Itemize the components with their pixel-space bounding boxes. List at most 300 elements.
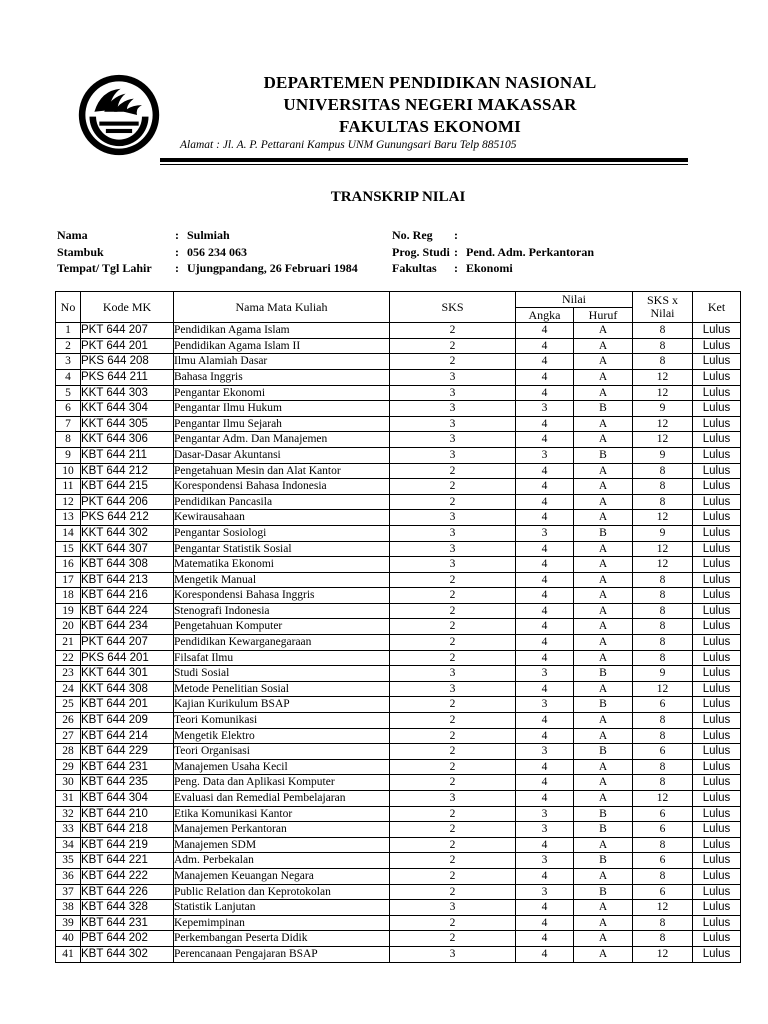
col-huruf-header: Huruf <box>574 307 633 323</box>
status-value: Lulus <box>693 791 741 807</box>
table-row <box>56 369 741 385</box>
course-code: PKS 644 208 <box>81 354 174 370</box>
row-no: 11 <box>56 479 81 495</box>
course-code: PKS 644 211 <box>81 369 174 385</box>
course-name: Pengantar Ekonomi <box>174 385 390 401</box>
grade-number: 4 <box>516 338 574 354</box>
sks-times-grade: 8 <box>633 713 693 729</box>
sks-value: 2 <box>390 931 516 947</box>
sks-times-grade: 9 <box>633 401 693 417</box>
table-row <box>56 494 741 510</box>
grade-number: 3 <box>516 744 574 760</box>
course-name: Teori Organisasi <box>174 744 390 760</box>
course-code: KBT 644 224 <box>81 603 174 619</box>
course-code: PKT 644 206 <box>81 494 174 510</box>
course-code: KBT 644 235 <box>81 775 174 791</box>
grade-number: 3 <box>516 401 574 417</box>
status-value: Lulus <box>693 603 741 619</box>
row-no: 24 <box>56 681 81 697</box>
row-no: 39 <box>56 915 81 931</box>
grade-number: 4 <box>516 713 574 729</box>
row-no: 18 <box>56 588 81 604</box>
row-no: 13 <box>56 510 81 526</box>
grade-number: 4 <box>516 541 574 557</box>
status-value: Lulus <box>693 822 741 838</box>
sks-times-grade: 12 <box>633 510 693 526</box>
header-rule-thin <box>160 164 688 165</box>
row-no: 37 <box>56 884 81 900</box>
course-code: KKT 644 307 <box>81 541 174 557</box>
sks-value: 2 <box>390 338 516 354</box>
table-row <box>56 791 741 807</box>
grade-number: 4 <box>516 946 574 962</box>
info-row-ttl <box>57 260 358 277</box>
course-code: KKT 644 301 <box>81 666 174 682</box>
course-name: Perkembangan Peserta Didik <box>174 931 390 947</box>
row-no: 30 <box>56 775 81 791</box>
table-row <box>56 681 741 697</box>
grade-number: 4 <box>516 354 574 370</box>
nama-label: Nama <box>57 228 88 242</box>
table-row <box>56 728 741 744</box>
table-row <box>56 650 741 666</box>
sks-times-grade: 6 <box>633 697 693 713</box>
table-row <box>56 510 741 526</box>
course-code: KBT 644 222 <box>81 868 174 884</box>
grade-number: 4 <box>516 603 574 619</box>
sks-value: 3 <box>390 525 516 541</box>
course-name: Pengantar Ilmu Hukum <box>174 401 390 417</box>
grade-letter: A <box>574 868 633 884</box>
status-value: Lulus <box>693 681 741 697</box>
course-code: KBT 644 302 <box>81 946 174 962</box>
grade-letter: B <box>574 822 633 838</box>
sks-value: 2 <box>390 868 516 884</box>
grade-number: 4 <box>516 463 574 479</box>
course-name: Bahasa Inggris <box>174 369 390 385</box>
prodi-value: Pend. Adm. Perkantoran <box>466 244 595 259</box>
row-no: 31 <box>56 791 81 807</box>
course-code: KKT 644 302 <box>81 525 174 541</box>
course-name: Korespondensi Bahasa Indonesia <box>174 479 390 495</box>
course-name: Teori Komunikasi <box>174 713 390 729</box>
status-value: Lulus <box>693 666 741 682</box>
status-value: Lulus <box>693 385 741 401</box>
grade-number: 4 <box>516 931 574 947</box>
course-code: KKT 644 306 <box>81 432 174 448</box>
sks-times-grade: 8 <box>633 588 693 604</box>
grade-number: 4 <box>516 572 574 588</box>
grade-letter: B <box>574 401 633 417</box>
row-no: 2 <box>56 338 81 354</box>
grade-number: 4 <box>516 759 574 775</box>
sks-times-grade: 12 <box>633 369 693 385</box>
sks-times-grade: 6 <box>633 822 693 838</box>
grade-number: 4 <box>516 900 574 916</box>
col-nama-header: Nama Mata Kuliah <box>174 292 390 323</box>
sks-value: 2 <box>390 915 516 931</box>
row-no: 1 <box>56 323 81 339</box>
row-no: 23 <box>56 666 81 682</box>
course-name: Public Relation dan Keprotokolan <box>174 884 390 900</box>
sks-value: 3 <box>390 557 516 573</box>
prodi-label: Prog. Studi <box>392 244 450 259</box>
sks-value: 2 <box>390 572 516 588</box>
status-value: Lulus <box>693 463 741 479</box>
table-row <box>56 557 741 573</box>
status-value: Lulus <box>693 354 741 370</box>
row-no: 36 <box>56 868 81 884</box>
col-no-header: No <box>56 292 81 323</box>
course-code: KBT 644 214 <box>81 728 174 744</box>
grade-number: 4 <box>516 369 574 385</box>
sks-times-grade: 6 <box>633 806 693 822</box>
table-row <box>56 868 741 884</box>
grade-letter: B <box>574 447 633 463</box>
row-no: 21 <box>56 635 81 651</box>
status-value: Lulus <box>693 619 741 635</box>
grade-number: 3 <box>516 666 574 682</box>
colon: : <box>454 244 458 259</box>
grade-letter: B <box>574 525 633 541</box>
grade-letter: A <box>574 635 633 651</box>
ttl-label: Tempat/ Tgl Lahir <box>57 261 152 275</box>
sks-times-grade: 12 <box>633 900 693 916</box>
row-no: 34 <box>56 837 81 853</box>
colon: : <box>175 261 179 275</box>
sks-value: 2 <box>390 650 516 666</box>
course-name: Perencanaan Pengajaran BSAP <box>174 946 390 962</box>
status-value: Lulus <box>693 479 741 495</box>
course-code: PKT 644 207 <box>81 323 174 339</box>
status-value: Lulus <box>693 510 741 526</box>
course-name: Pendidikan Agama Islam <box>174 323 390 339</box>
grade-number: 4 <box>516 635 574 651</box>
course-name: Statistik Lanjutan <box>174 900 390 916</box>
course-name: Pengantar Sosiologi <box>174 525 390 541</box>
col-sks-header: SKS <box>390 292 516 323</box>
table-row <box>56 354 741 370</box>
sks-times-grade: 12 <box>633 946 693 962</box>
page-title: TRANSKRIP NILAI <box>330 189 466 205</box>
sks-value: 2 <box>390 713 516 729</box>
course-name: Stenografi Indonesia <box>174 603 390 619</box>
status-value: Lulus <box>693 946 741 962</box>
status-value: Lulus <box>693 915 741 931</box>
grade-letter: A <box>574 837 633 853</box>
sks-value: 3 <box>390 510 516 526</box>
university-name: UNIVERSITAS NEGERI MAKASSAR <box>283 95 577 114</box>
course-name: Pendidikan Kewarganegaraan <box>174 635 390 651</box>
sks-value: 2 <box>390 822 516 838</box>
col-angka-header: Angka <box>516 307 574 323</box>
grade-number: 4 <box>516 868 574 884</box>
sks-times-grade: 12 <box>633 416 693 432</box>
table-row <box>56 837 741 853</box>
sks-times-grade: 8 <box>633 759 693 775</box>
course-code: KBT 644 229 <box>81 744 174 760</box>
row-no: 16 <box>56 557 81 573</box>
sks-value: 2 <box>390 635 516 651</box>
col-ket-header: Ket <box>693 292 741 323</box>
sks-times-grade: 8 <box>633 837 693 853</box>
table-row <box>56 915 741 931</box>
stambuk-label: Stambuk <box>57 244 104 259</box>
grade-letter: A <box>574 494 633 510</box>
grade-number: 4 <box>516 728 574 744</box>
row-no: 12 <box>56 494 81 510</box>
course-code: KKT 644 305 <box>81 416 174 432</box>
course-code: PKT 644 201 <box>81 338 174 354</box>
grade-number: 4 <box>516 837 574 853</box>
col-sksx-header <box>633 292 693 323</box>
sks-value: 2 <box>390 588 516 604</box>
grade-letter: A <box>574 619 633 635</box>
grade-letter: B <box>574 666 633 682</box>
row-no: 3 <box>56 354 81 370</box>
status-value: Lulus <box>693 837 741 853</box>
table-row <box>56 338 741 354</box>
course-name: Pengetahuan Mesin dan Alat Kantor <box>174 463 390 479</box>
sks-value: 2 <box>390 603 516 619</box>
sks-times-grade: 8 <box>633 650 693 666</box>
sks-times-grade: 8 <box>633 463 693 479</box>
sks-value: 2 <box>390 806 516 822</box>
row-no: 28 <box>56 744 81 760</box>
sks-value: 3 <box>390 791 516 807</box>
sks-value: 3 <box>390 946 516 962</box>
info-row-stambuk <box>57 244 358 261</box>
address: Alamat : Jl. A. P. Pettarani Kampus UNM Gunungsari Baru Telp 885105 <box>180 139 517 151</box>
grade-letter: A <box>574 463 633 479</box>
table-row <box>56 588 741 604</box>
table-row <box>56 931 741 947</box>
grade-letter: A <box>574 915 633 931</box>
sks-times-grade: 8 <box>633 868 693 884</box>
row-no: 41 <box>56 946 81 962</box>
status-value: Lulus <box>693 525 741 541</box>
grade-letter: B <box>574 697 633 713</box>
colon: : <box>175 228 179 242</box>
course-name: Manajemen Keuangan Negara <box>174 868 390 884</box>
status-value: Lulus <box>693 338 741 354</box>
sks-times-grade: 12 <box>633 541 693 557</box>
sks-value: 2 <box>390 837 516 853</box>
table-row <box>56 401 741 417</box>
course-code: PBT 644 202 <box>81 931 174 947</box>
grade-letter: A <box>574 588 633 604</box>
status-value: Lulus <box>693 494 741 510</box>
course-name: Kepemimpinan <box>174 915 390 931</box>
sks-times-grade: 8 <box>633 572 693 588</box>
grade-letter: A <box>574 713 633 729</box>
row-no: 32 <box>56 806 81 822</box>
nama-value: Sulmiah <box>187 228 230 242</box>
course-name: Manajemen SDM <box>174 837 390 853</box>
table-row <box>56 603 741 619</box>
sks-times-grade: 8 <box>633 354 693 370</box>
sks-value: 2 <box>390 744 516 760</box>
grade-letter: A <box>574 603 633 619</box>
status-value: Lulus <box>693 588 741 604</box>
course-name: Peng. Data dan Aplikasi Komputer <box>174 775 390 791</box>
table-row <box>56 775 741 791</box>
table-row <box>56 697 741 713</box>
row-no: 6 <box>56 401 81 417</box>
grades-body <box>56 323 741 962</box>
sks-times-grade: 12 <box>633 557 693 573</box>
grade-number: 4 <box>516 416 574 432</box>
course-name: Mengetik Elektro <box>174 728 390 744</box>
course-name: Studi Sosial <box>174 666 390 682</box>
table-row <box>56 416 741 432</box>
row-no: 9 <box>56 447 81 463</box>
grade-letter: A <box>574 900 633 916</box>
table-row <box>56 666 741 682</box>
course-code: KBT 644 304 <box>81 791 174 807</box>
row-no: 26 <box>56 713 81 729</box>
course-name: Kajian Kurikulum BSAP <box>174 697 390 713</box>
row-no: 19 <box>56 603 81 619</box>
sks-value: 3 <box>390 666 516 682</box>
colon: : <box>454 261 458 275</box>
sks-value: 3 <box>390 447 516 463</box>
row-no: 33 <box>56 822 81 838</box>
sks-times-grade: 8 <box>633 338 693 354</box>
grade-letter: A <box>574 385 633 401</box>
status-value: Lulus <box>693 900 741 916</box>
course-code: KBT 644 328 <box>81 900 174 916</box>
row-no: 38 <box>56 900 81 916</box>
row-no: 17 <box>56 572 81 588</box>
course-name: Korespondensi Bahasa Inggris <box>174 588 390 604</box>
status-value: Lulus <box>693 369 741 385</box>
sks-value: 3 <box>390 681 516 697</box>
grades-table <box>55 291 741 963</box>
student-info-right <box>392 227 594 277</box>
grade-number: 4 <box>516 915 574 931</box>
grade-number: 3 <box>516 447 574 463</box>
course-code: KKT 644 303 <box>81 385 174 401</box>
row-no: 40 <box>56 931 81 947</box>
table-row <box>56 946 741 962</box>
course-name: Pengantar Ilmu Sejarah <box>174 416 390 432</box>
grade-letter: A <box>574 728 633 744</box>
table-row <box>56 822 741 838</box>
header-rule-thick <box>160 158 688 162</box>
unm-logo-icon <box>78 74 160 156</box>
grade-number: 4 <box>516 650 574 666</box>
course-name: Mengetik Manual <box>174 572 390 588</box>
course-name: Etika Komunikasi Kantor <box>174 806 390 822</box>
grade-number: 3 <box>516 806 574 822</box>
table-row <box>56 713 741 729</box>
course-name: Dasar-Dasar Akuntansi <box>174 447 390 463</box>
table-row <box>56 525 741 541</box>
sks-value: 2 <box>390 728 516 744</box>
info-row-fakultas <box>392 260 594 277</box>
sks-value: 3 <box>390 369 516 385</box>
course-code: KBT 644 308 <box>81 557 174 573</box>
table-row <box>56 635 741 651</box>
table-row <box>56 432 741 448</box>
table-row <box>56 744 741 760</box>
sks-times-grade: 12 <box>633 791 693 807</box>
grade-letter: A <box>574 791 633 807</box>
sks-times-grade: 8 <box>633 494 693 510</box>
sks-value: 2 <box>390 494 516 510</box>
grade-letter: A <box>574 681 633 697</box>
grade-letter: A <box>574 323 633 339</box>
stambuk-value: 056 234 063 <box>187 244 247 259</box>
sks-value: 2 <box>390 884 516 900</box>
sks-times-grade: 8 <box>633 323 693 339</box>
grade-letter: B <box>574 806 633 822</box>
course-name: Pendidikan Agama Islam II <box>174 338 390 354</box>
grade-letter: B <box>574 884 633 900</box>
sks-value: 2 <box>390 354 516 370</box>
grade-letter: A <box>574 354 633 370</box>
status-value: Lulus <box>693 557 741 573</box>
course-name: Manajemen Perkantoran <box>174 822 390 838</box>
grade-letter: A <box>574 541 633 557</box>
fakultas-label: Fakultas <box>392 261 437 275</box>
course-code: KKT 644 308 <box>81 681 174 697</box>
course-name: Ilmu Alamiah Dasar <box>174 354 390 370</box>
sks-times-grade: 6 <box>633 853 693 869</box>
status-value: Lulus <box>693 323 741 339</box>
row-no: 22 <box>56 650 81 666</box>
sks-value: 2 <box>390 853 516 869</box>
row-no: 14 <box>56 525 81 541</box>
grade-letter: A <box>574 946 633 962</box>
table-row <box>56 385 741 401</box>
table-row <box>56 541 741 557</box>
sks-times-grade: 8 <box>633 603 693 619</box>
course-code: PKS 644 201 <box>81 650 174 666</box>
row-no: 5 <box>56 385 81 401</box>
row-no: 35 <box>56 853 81 869</box>
sks-times-grade: 8 <box>633 479 693 495</box>
status-value: Lulus <box>693 713 741 729</box>
status-value: Lulus <box>693 775 741 791</box>
table-row <box>56 323 741 339</box>
course-name: Pengetahuan Komputer <box>174 619 390 635</box>
table-row <box>56 479 741 495</box>
sks-times-grade: 12 <box>633 385 693 401</box>
grade-number: 4 <box>516 479 574 495</box>
course-code: KBT 644 212 <box>81 463 174 479</box>
course-code: KBT 644 221 <box>81 853 174 869</box>
sks-value: 3 <box>390 541 516 557</box>
grade-number: 4 <box>516 681 574 697</box>
row-no: 20 <box>56 619 81 635</box>
sks-times-grade: 8 <box>633 728 693 744</box>
grade-number: 3 <box>516 884 574 900</box>
grade-letter: A <box>574 650 633 666</box>
sks-value: 2 <box>390 463 516 479</box>
sks-times-grade: 6 <box>633 884 693 900</box>
row-no: 15 <box>56 541 81 557</box>
table-row <box>56 463 741 479</box>
course-code: KBT 644 213 <box>81 572 174 588</box>
status-value: Lulus <box>693 806 741 822</box>
sks-value: 2 <box>390 759 516 775</box>
grade-letter: A <box>574 432 633 448</box>
course-code: KBT 644 226 <box>81 884 174 900</box>
grade-letter: A <box>574 369 633 385</box>
sks-value: 3 <box>390 432 516 448</box>
